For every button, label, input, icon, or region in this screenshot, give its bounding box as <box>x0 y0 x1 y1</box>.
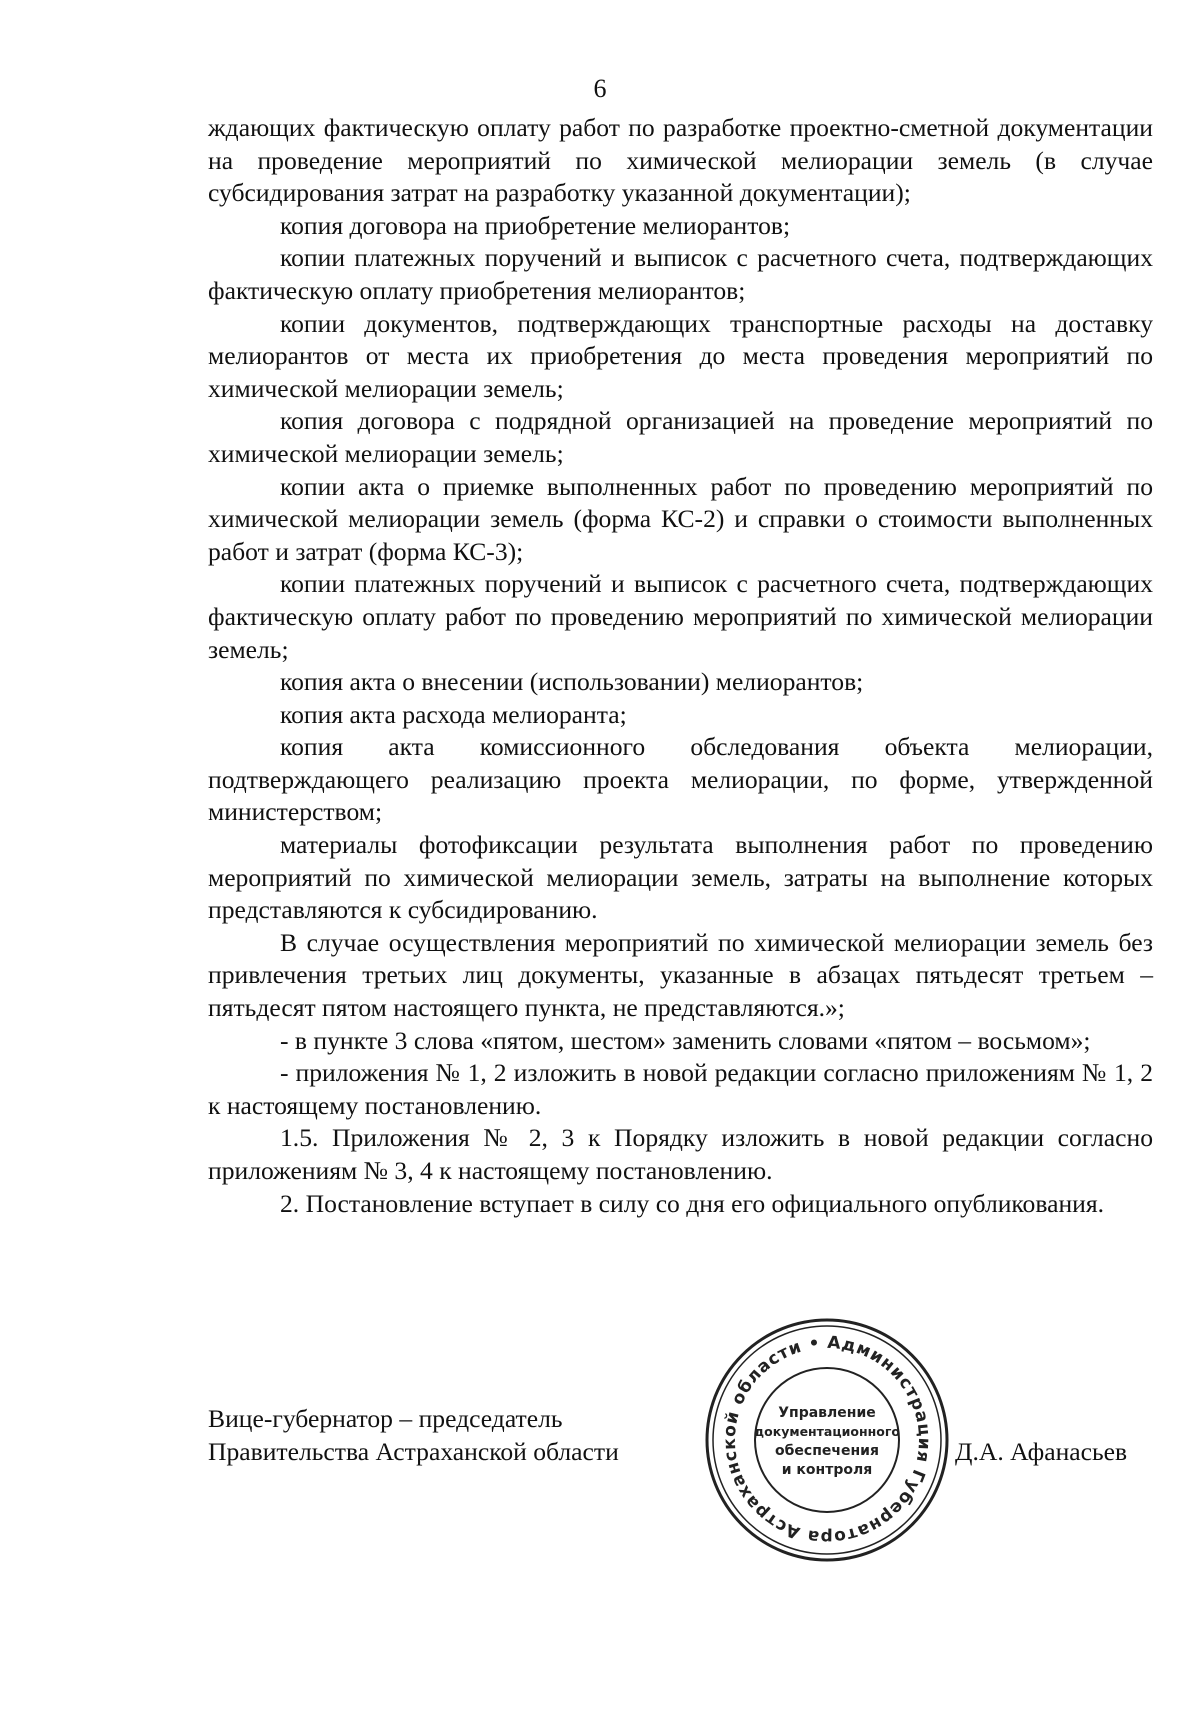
signature-position-line-1: Вице-губернатор – председатель <box>208 1404 563 1433</box>
signature-position-line-2: Правительства Астраханской области <box>208 1436 619 1466</box>
paragraph: 2. Постановление вступает в силу со дня его официального опубликования. <box>280 1188 1105 1218</box>
paragraph: копии документов, подтверждающих транспортные расходы на доставку мелиорантов от места их приобретения до места проведения мероприятий по химической мелиорации земель; <box>208 308 1153 403</box>
paragraph: копии платежных поручений и выписок с расчетного счета, подтверждающих фактическую оплату приобретения мелиорантов; <box>208 243 1153 305</box>
seal-center-line-4: и контроля <box>781 1462 873 1478</box>
seal-center-line-2: документационного <box>754 1424 900 1439</box>
paragraph: копия акта о внесении (использовании) мелиорантов; <box>280 667 864 697</box>
official-seal <box>702 1315 952 1565</box>
paragraph: материалы фотофиксации результата выполнения работ по проведению мероприятий по химической мелиорации земель, затраты на выполнение которых представляются к субсидированию. <box>208 830 1153 925</box>
paragraph: копия акта комиссионного обследования объекта мелиорации, подтверждающего реализацию проекта мелиорации, по форме, утвержденной министерством; <box>208 732 1153 827</box>
paragraph: копия акта расхода мелиоранта; <box>280 699 627 729</box>
paragraph: копии платежных поручений и выписок с расчетного счета, подтверждающих фактическую оплату работ по проведению мероприятий по химической мелиорации земель; <box>208 569 1153 664</box>
paragraph: ждающих фактическую оплату работ по разработке проектно-сметной документации на проведение мероприятий по химической мелиорации земель (в случае субсидирования затрат на разработку указанной документации); <box>208 113 1153 208</box>
signature-position <box>208 1403 619 1468</box>
paragraph: 1.5. Приложения № 2, 3 к Порядку изложить в новой редакции согласно приложениям № 3, 4 к настоящему постановлению. <box>208 1123 1153 1185</box>
seal-center-line-1: Управление <box>778 1405 876 1421</box>
page-number: 6 <box>593 74 607 103</box>
signature-name: Д.А. Афанасьев <box>955 1437 1128 1466</box>
seal-outer-ring-inner <box>713 1326 941 1554</box>
seal-outer-ring <box>707 1320 947 1560</box>
paragraph: - приложения № 1, 2 изложить в новой редакции согласно приложениям № 1, 2 к настоящему постановлению. <box>208 1058 1153 1120</box>
paragraph: - в пункте 3 слова «пятом, шестом» заменить словами «пятом – восьмом»; <box>280 1025 1091 1055</box>
document-body <box>208 112 1153 1220</box>
paragraph: копия договора с подрядной организацией на проведение мероприятий по химической мелиорации земель; <box>208 406 1153 468</box>
paragraph: копия договора на приобретение мелиорантов; <box>280 210 791 240</box>
paragraph: копии акта о приемке выполненных работ по проведению мероприятий по химической мелиорации земель (форма КС-2) и справки о стоимости выполненных работ и затрат (форма КС-3); <box>208 471 1153 566</box>
paragraph: В случае осуществления мероприятий по химической мелиорации земель без привлечения третьих лиц документы, указанные в абзацах пятьдесят третьем – пятьдесят пятом настоящего пункта, не представляются.»; <box>208 927 1153 1023</box>
seal-inner-ring <box>755 1368 899 1512</box>
seal-center-line-3: обеспечения <box>775 1443 879 1459</box>
seal-ring-text <box>720 1333 934 1547</box>
seal-ring-textpath: Администрация Губернатора Астраханской области • <box>719 1332 935 1548</box>
seal-graphic <box>702 1315 952 1565</box>
